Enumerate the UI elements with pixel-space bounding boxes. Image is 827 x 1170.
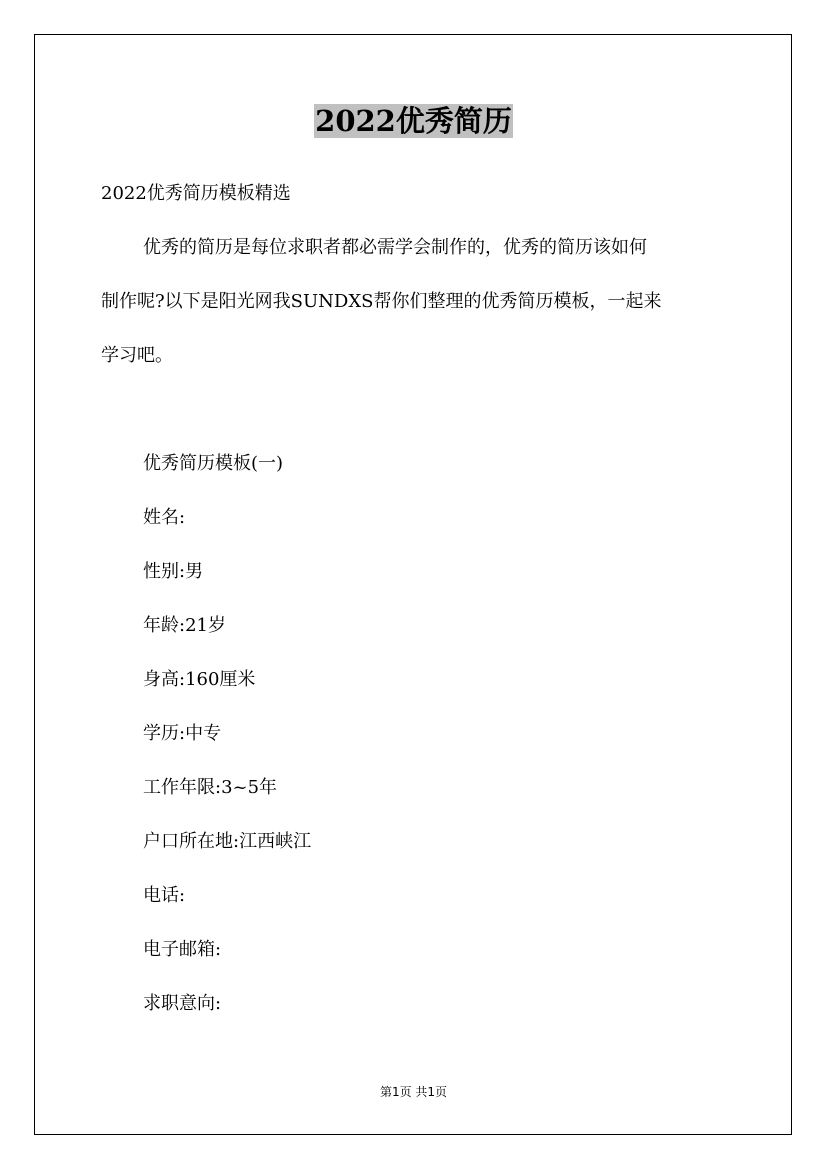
field-age: 年龄:21岁 bbox=[143, 615, 226, 636]
document-title-text: 2022优秀简历 bbox=[315, 104, 512, 138]
intro-line-3: 学习吧。 bbox=[101, 345, 173, 366]
field-height: 身高:160厘米 bbox=[143, 669, 256, 690]
document-subtitle: 2022优秀简历模板精选 bbox=[101, 183, 291, 204]
template-heading: 优秀简历模板(一) bbox=[143, 453, 284, 474]
field-gender: 性别:男 bbox=[143, 561, 204, 582]
field-education: 学历:中专 bbox=[143, 723, 222, 744]
document-title bbox=[0, 101, 827, 141]
field-name: 姓名: bbox=[143, 507, 186, 528]
field-email: 电子邮箱: bbox=[143, 939, 222, 960]
field-hukou: 户口所在地:江西峡江 bbox=[143, 831, 312, 852]
field-job-intention: 求职意向: bbox=[143, 993, 222, 1014]
field-phone: 电话: bbox=[143, 885, 186, 906]
intro-line-2: 制作呢?以下是阳光网我SUNDXS帮你们整理的优秀简历模板，一起来 bbox=[101, 291, 662, 312]
intro-line-1: 优秀的简历是每位求职者都必需学会制作的，优秀的简历该如何 bbox=[143, 237, 647, 258]
page-footer: 第1页 共1页 bbox=[379, 1085, 448, 1099]
field-work-years: 工作年限:3~5年 bbox=[143, 777, 278, 798]
